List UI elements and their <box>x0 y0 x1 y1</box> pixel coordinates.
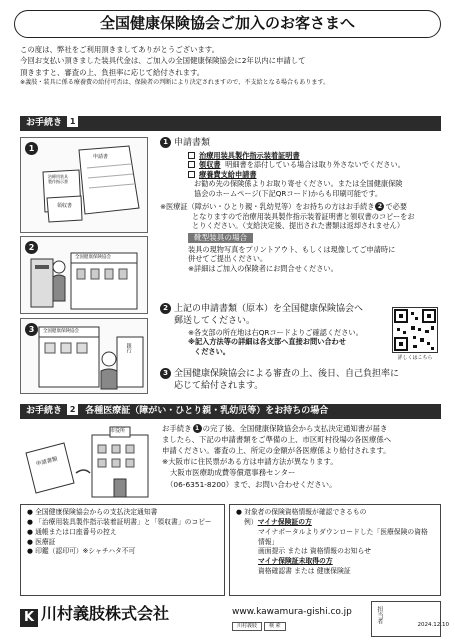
shoe-note <box>160 245 440 274</box>
required-docs-left <box>20 504 225 596</box>
doc-bullet: ● 印鑑（認印可）※シャチハタ不可 <box>27 547 136 556</box>
building-sign: 全国健康保険協会 <box>43 329 79 334</box>
item-number: 2 <box>160 303 171 314</box>
medical-note-line: とりください。（支給決定後、提出された書類は返却されません） <box>192 221 405 231</box>
doc-bullet-text: 通帳または口座番号の控え <box>35 527 117 536</box>
item3-text: 全国健康保険協会による審査の上、後日、自己負担率に <box>174 369 400 379</box>
doc-bullet: ● 「治療用装具製作指示装着証明書」と「領収書」のコピー <box>27 517 212 526</box>
step2-line: 大阪市医療助成費等償還事務センター <box>170 468 296 478</box>
doc-bullet-text: 印鑑（認印可）※シャチハタ不可 <box>35 547 136 556</box>
illustration-cityhall <box>20 423 155 499</box>
item2-text: 郵送してください。 <box>174 315 256 326</box>
search-button[interactable]: 検 索 <box>264 622 286 631</box>
step2-line: 申請ください。審査の上、所定の金額が各医療係より給付されます。 <box>162 446 391 456</box>
receipt-label <box>48 175 68 185</box>
step2-header-num: 2 <box>67 404 78 415</box>
item3-text: 応じて給付されます。 <box>174 380 264 391</box>
step2-line: （06-6351-8200）まで、お問い合わせください。 <box>166 479 337 489</box>
doc-label: 領収書 <box>199 160 221 170</box>
card-head: マイナ保険証未取得の方 <box>258 557 333 566</box>
item2-note: ※各支部の所在地は右QRコードよりご確認ください。 <box>188 327 363 337</box>
illustration-badge: 1 <box>25 142 38 155</box>
documents-icon <box>21 138 147 232</box>
step2-line: お手続き <box>162 424 192 433</box>
intro-line: 頂きますと、審査の上、負担率に応じて給付されます。 <box>20 67 205 77</box>
receipt-line: 製作指示書 <box>48 178 68 184</box>
docs-right-ex: 例） <box>244 517 258 526</box>
step2-line: ましたら、下記の申請書類をご準備の上、市区町村役場の各医療係へ <box>162 435 392 445</box>
staff-box <box>371 601 441 637</box>
illustration-badge: 2 <box>25 241 38 254</box>
step1-item2 <box>160 303 388 356</box>
print-date: 2024.12.10 <box>417 622 449 628</box>
mailbox-icon <box>21 237 147 313</box>
doc-bullet-text: 「治療用装具製作指示装着証明書」と「領収書」のコピー <box>35 517 212 526</box>
company-logo <box>20 603 169 627</box>
doc-label: 治療用装具製作指示装着証明書 <box>199 150 300 160</box>
bank-icon <box>21 319 147 393</box>
receipt-line: 治療用装具 <box>48 174 68 179</box>
item1-title: 申請書類 <box>174 138 211 148</box>
step1-header-label: お手続き <box>26 118 63 128</box>
step1-header-num: 1 <box>67 116 78 127</box>
step1-item1 <box>160 137 440 273</box>
checkbox-icon <box>188 171 195 178</box>
mynum-head: マイナ保険証の方 <box>257 517 312 526</box>
building-sign: 全国健康保険協会 <box>75 255 111 260</box>
mynum-line: マイナポータルよりダウンロードした「医療保険の資格情報」 <box>258 527 428 546</box>
step2-header-text: 各種医療証（障がい・ひとり親・乳幼児等）をお持ちの場合 <box>85 406 329 416</box>
checkbox-icon <box>188 161 195 168</box>
card-line: 資格確認書 または 健康保険証 <box>258 567 351 576</box>
intro-line: この度は、弊社をご利用頂きましてありがとうございます。 <box>20 45 219 54</box>
bank-sign: 銀行 <box>125 343 132 353</box>
qr-caption: 詳しくはこちら <box>397 355 433 361</box>
footer <box>20 601 441 637</box>
qr-code[interactable] <box>392 307 438 353</box>
item-number: 1 <box>160 137 171 148</box>
app-note-line: 協会のホームページ(下記QRコード)からも印刷可能です。 <box>194 188 383 198</box>
item-number: 3 <box>160 368 171 379</box>
illustration-bank <box>20 318 148 394</box>
shoe-note-line: 装具の現物写真をプリントアウト、もしくは現像してご申請時に <box>188 244 396 254</box>
docs-right-head: 対象者の保険資格情報が確認できるもの <box>244 508 367 516</box>
step-ref-badge: 1 <box>193 424 202 433</box>
intro-line: 今回お支払い頂きました装具代金は、ご加入の全国健康保険協会に2年以内に申請して <box>20 56 306 66</box>
mynum-line: 画面提示 または 資格情報のお知らせ <box>258 547 371 556</box>
app-note <box>160 179 440 198</box>
item2-bold: ※記入方法等の詳細は各支部へ直接お問い合わせ <box>188 337 346 347</box>
shoe-note-line: 併せてご提出ください。 <box>188 254 268 264</box>
qr-icon <box>393 308 437 352</box>
item2-text: 上記の申請書類（原本）を全国健康保険協会へ <box>174 304 364 314</box>
app-note-line: お勧め先の保険係よりお取り寄せください。または全国健康保険 <box>194 179 403 189</box>
doc-bullet-text: 医療証 <box>35 537 56 546</box>
intro-note: ※義肢・装具に係る療養費の給付可否は、保険者の判断により決定されますので、不支給となる場合もあります。 <box>20 79 330 87</box>
illustration-documents <box>20 137 148 233</box>
illustration-mailbox <box>20 236 148 314</box>
doc-label: 療養費支給申請書 <box>199 169 257 179</box>
intro <box>20 44 440 88</box>
building-sign: 市役所 <box>110 428 126 434</box>
doc-label: 申請書類 <box>35 456 59 468</box>
doc-bullet: ● 全国健康保険協会からの支払決定通知書 <box>27 508 158 516</box>
doc-bullet: ● 医療証 <box>27 537 56 546</box>
doc-list-item <box>188 170 440 180</box>
item2-bold: ください。 <box>194 346 230 356</box>
required-docs-right: ● 対象者の保険資格情報が確認できるもの 例）マイナ保険証の方 マイナポータルよりダウンロードした「医療保険の資格情報」 画面提示 または 資格情報のお知らせ マイナ保険証未取得の方 資格確認書 または 健康保険証 <box>229 504 441 596</box>
receipt-label: 領収書 <box>57 203 73 209</box>
medical-note-line: で必要 <box>385 202 408 212</box>
step2-header <box>20 404 441 419</box>
step1-item3 <box>160 368 440 393</box>
step2-line: ※大阪市に住民票がある方は申請方法が異なります。 <box>162 457 338 467</box>
doc-note: 明細書を添付している場合は取り外さないでください。 <box>225 160 405 170</box>
shoe-subheading: 靴型装具の場合 <box>188 233 253 243</box>
staff-label: 担当者 <box>375 606 383 624</box>
doc-list-item <box>188 160 440 170</box>
page-title: 全国健康保険協会ご加入のお客さまへ <box>14 10 441 38</box>
step2-line: の完了後、全国健康保険協会から支払決定通知書が届き <box>202 424 388 433</box>
doc-list-item <box>188 151 440 161</box>
doc-bullet: ● 通帳または口座番号の控え <box>27 527 117 536</box>
medical-note-line: ※医療証（障がい・ひとり親・乳幼児等）をお持ちの方はお手続き <box>160 202 375 212</box>
step-ref-badge: 2 <box>375 202 384 211</box>
medical-note <box>160 202 440 231</box>
doc-list <box>160 151 440 180</box>
shoe-note-line: ※詳細はご加入の保険者にお問合せください。 <box>188 263 338 273</box>
checkbox-icon <box>188 152 195 159</box>
search-hint <box>232 622 288 631</box>
company-logo-mark: K <box>20 609 38 627</box>
doc-label: 申請書 <box>93 154 109 160</box>
medical-note-line: となりますので治療用装具製作指示装着証明書と領収書のコピーをお <box>192 211 415 221</box>
search-keyword: 川村義肢 <box>232 622 262 631</box>
doc-bullet-text: 全国健康保険協会からの支払決定通知書 <box>35 508 158 516</box>
step2-body <box>162 423 442 490</box>
company-url[interactable]: www.kawamura-gishi.co.jp <box>232 607 352 617</box>
step2-header-label: お手続き <box>26 406 63 416</box>
step1-header <box>20 116 441 131</box>
illustration-badge: 3 <box>25 323 38 336</box>
company-name: 川村義肢株式会社 <box>41 604 170 623</box>
